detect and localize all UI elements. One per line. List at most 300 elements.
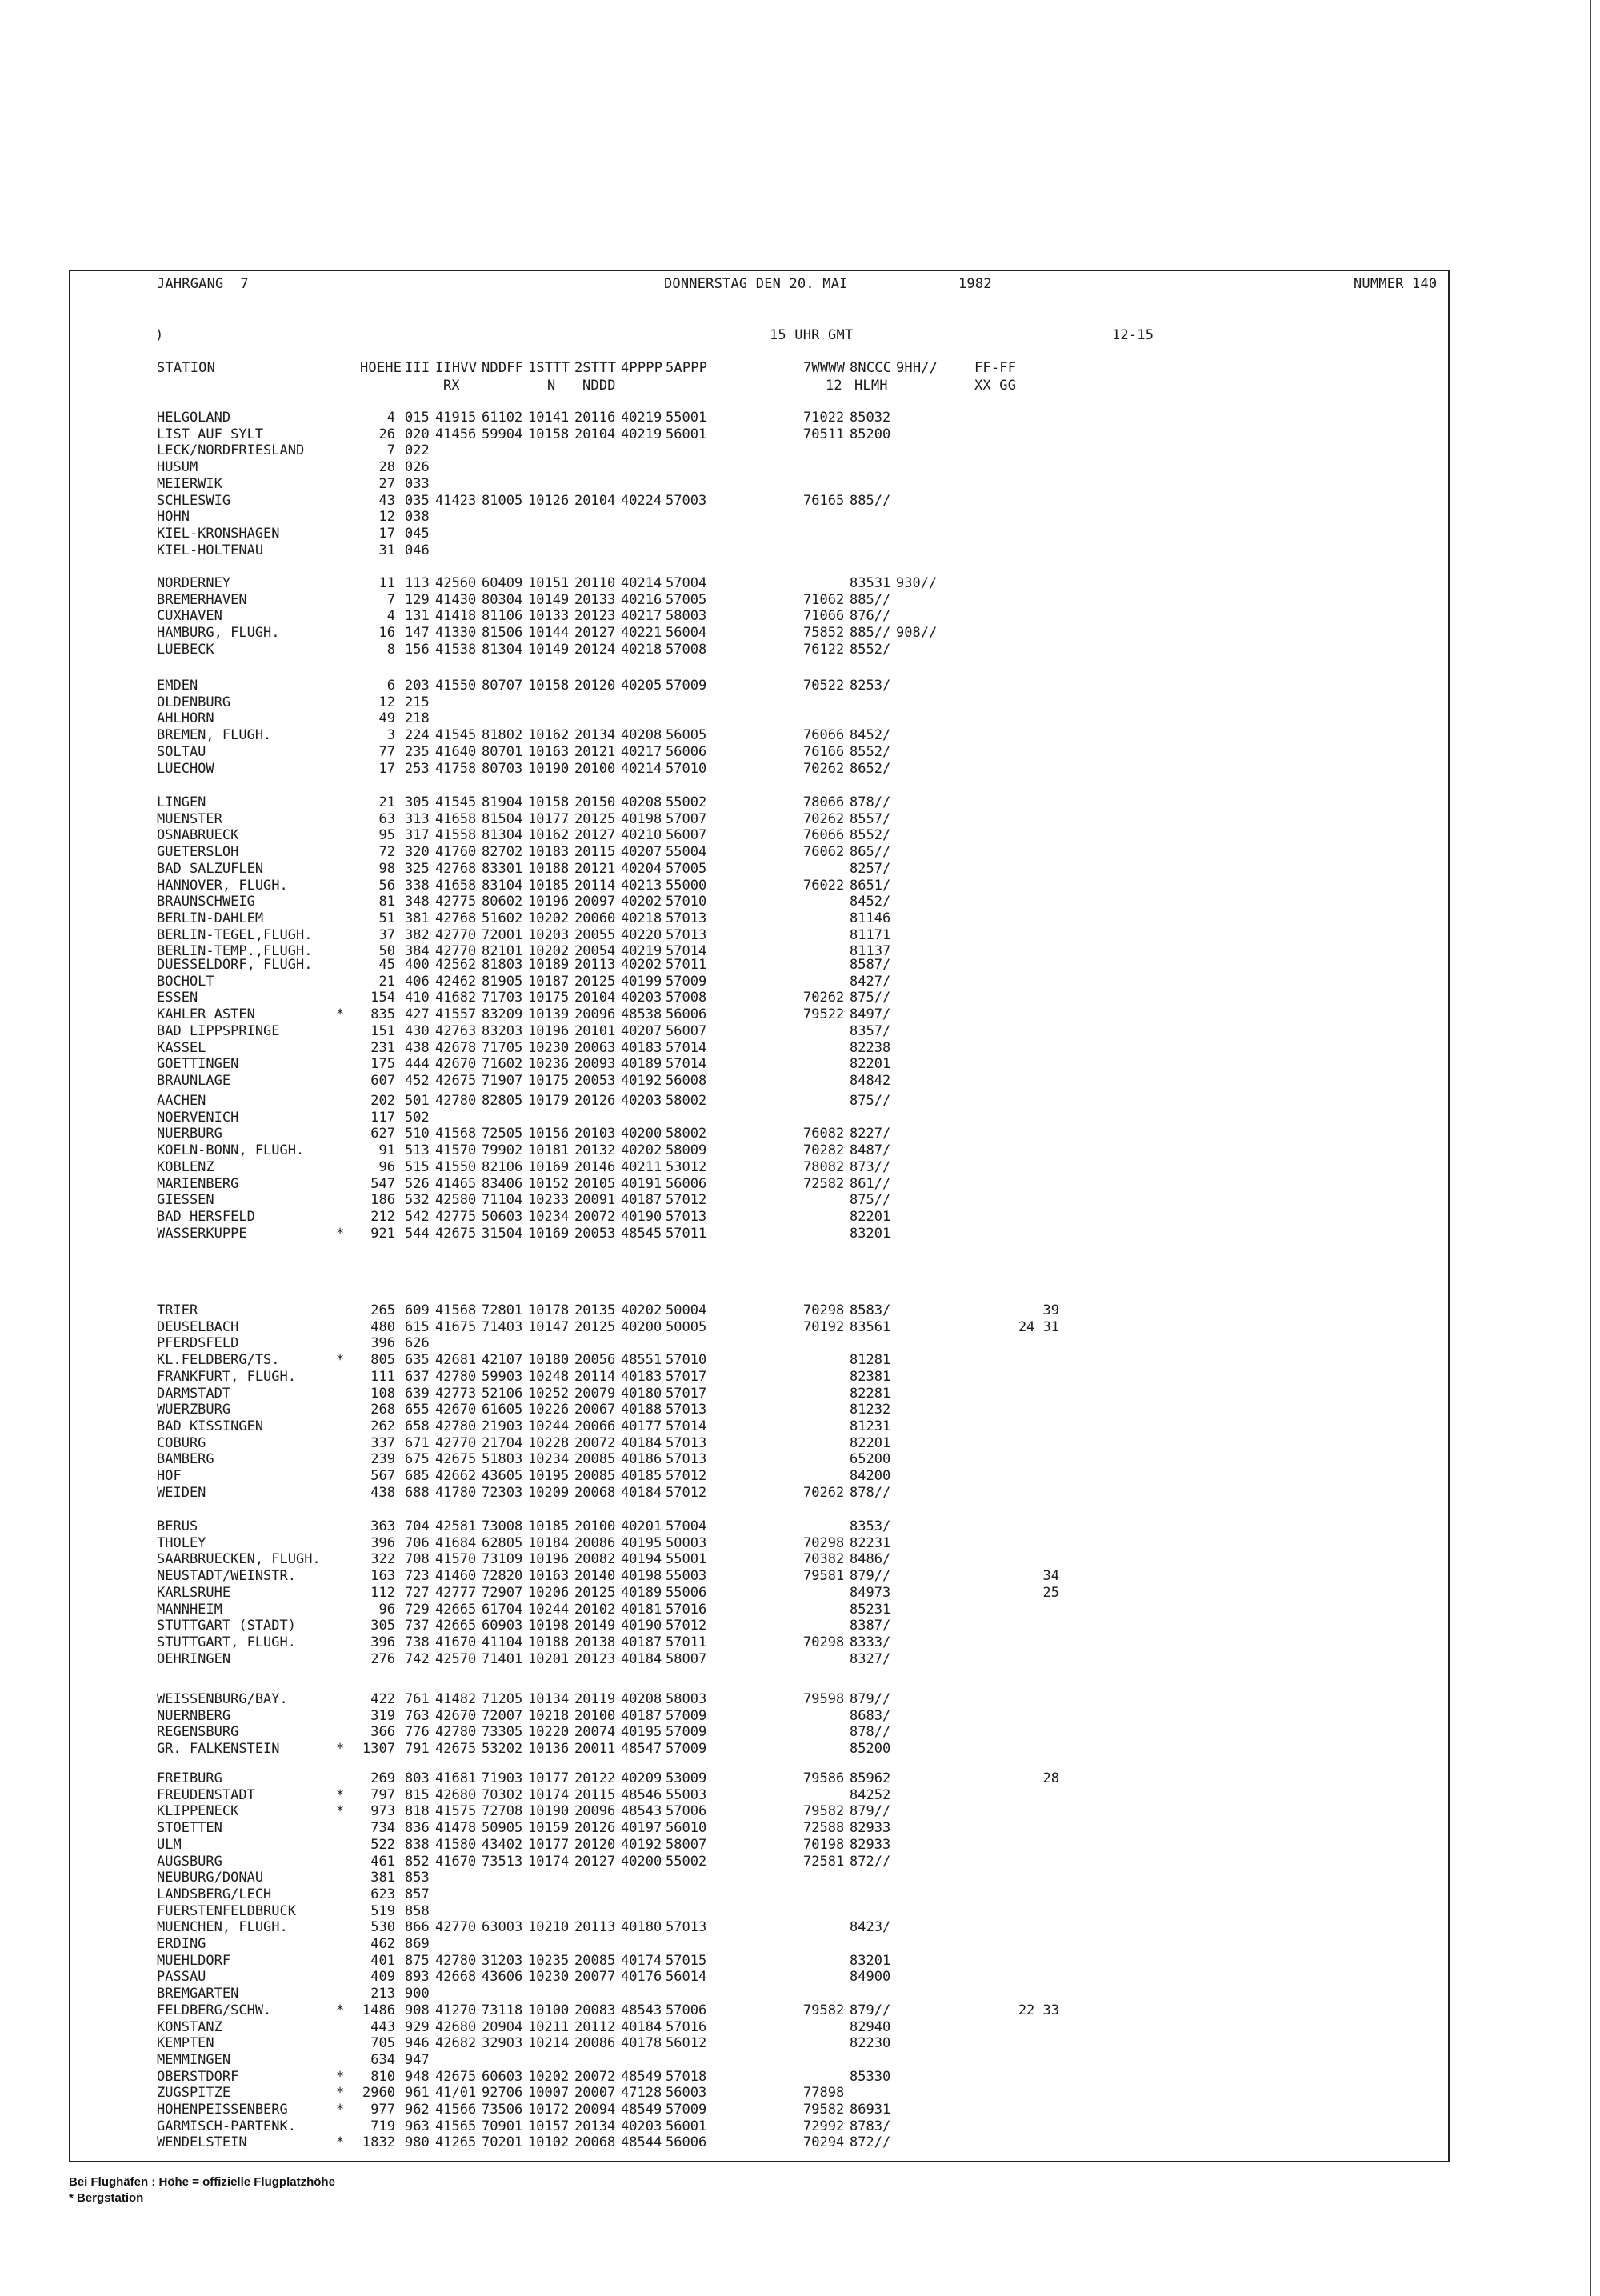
- station-row: [70, 1803, 1448, 1819]
- mountain-flag: *: [336, 2134, 345, 2151]
- station-name: ZUGSPITZE: [157, 2085, 231, 2102]
- nddff: 81504: [482, 810, 523, 827]
- pppp4: 40218: [621, 910, 662, 926]
- nddff: 81304: [482, 641, 523, 658]
- hoehe: 112: [370, 1584, 395, 1601]
- station-row: [70, 1886, 1448, 1902]
- iii: 946: [405, 2035, 430, 2052]
- iii: 317: [405, 827, 430, 844]
- ff: 28: [1042, 1770, 1059, 1786]
- wwww7: 70192: [803, 1318, 845, 1335]
- hoehe: 1832: [362, 2134, 395, 2151]
- wwww7: 70522: [803, 678, 845, 694]
- sttt2: 20127: [574, 1853, 616, 1870]
- nccc8: 8552/: [850, 641, 891, 658]
- iii: 893: [405, 1969, 430, 1986]
- appp5: 57009: [666, 973, 707, 990]
- iihvv: 41565: [435, 2118, 477, 2134]
- iihvv: 41545: [435, 727, 477, 744]
- sttt1: 10149: [528, 641, 570, 658]
- station-name: MUEHLDORF: [157, 1952, 231, 1969]
- pppp4: 40184: [621, 1484, 662, 1501]
- wwww7: 70198: [803, 1836, 845, 1853]
- sttt1: 10141: [528, 410, 570, 426]
- appp5: 58002: [666, 1093, 707, 1109]
- iihvv: 42462: [435, 973, 477, 990]
- appp5: 56007: [666, 827, 707, 844]
- pppp4: 47128: [621, 2085, 662, 2102]
- iihvv: 41658: [435, 877, 477, 894]
- nccc8: 8557/: [850, 810, 891, 827]
- iii: 400: [405, 957, 430, 973]
- nccc8: 8652/: [850, 760, 891, 777]
- jahrgang: JAHRGANG 7: [157, 276, 249, 292]
- station-name: HOF: [157, 1468, 182, 1484]
- iihvv: 41270: [435, 2002, 477, 2018]
- station-row: [70, 1518, 1448, 1534]
- sttt2: 20104: [574, 426, 616, 442]
- station-name: AUGSBURG: [157, 1853, 222, 1870]
- station-row: [70, 1903, 1448, 1919]
- sttt2: 20140: [574, 1568, 616, 1585]
- iihvv: 41465: [435, 1175, 477, 1192]
- sttt2: 20056: [574, 1352, 616, 1369]
- iii: 742: [405, 1650, 430, 1667]
- iihvv: 41265: [435, 2134, 477, 2151]
- station-row: [70, 575, 1448, 591]
- station-name: BAD HERSFELD: [157, 1208, 255, 1225]
- station-name: PFERDSFELD: [157, 1335, 239, 1352]
- iii: 727: [405, 1584, 430, 1601]
- nddff: 50905: [482, 1820, 523, 1837]
- appp5: 55003: [666, 1786, 707, 1803]
- hoehe: 45: [378, 957, 395, 973]
- iii: 929: [405, 2018, 430, 2035]
- station-row: [70, 1535, 1448, 1551]
- wwww7: 70511: [803, 426, 845, 442]
- pppp4: 40176: [621, 1969, 662, 1986]
- pppp4: 48544: [621, 2134, 662, 2151]
- station-row: [70, 827, 1448, 843]
- iii: 761: [405, 1691, 430, 1707]
- station-row: [70, 410, 1448, 426]
- iihvv: 42773: [435, 1385, 477, 1402]
- nddff: 31504: [482, 1225, 523, 1242]
- iihvv: 42768: [435, 910, 477, 926]
- sttt2: 20100: [574, 1707, 616, 1724]
- appp5: 57017: [666, 1385, 707, 1402]
- nccc8: 83561: [850, 1318, 891, 1335]
- hoehe: 319: [370, 1707, 395, 1724]
- sttt2: 20123: [574, 1650, 616, 1667]
- hoehe: 96: [378, 1158, 395, 1175]
- col-7wwww: 7WWWW: [803, 360, 846, 376]
- iii: 253: [405, 760, 430, 777]
- hoehe: 21: [378, 794, 395, 810]
- station-row: [70, 727, 1448, 743]
- pppp4: 40202: [621, 1302, 662, 1318]
- iii: 510: [405, 1126, 430, 1142]
- sttt2: 20134: [574, 727, 616, 744]
- station-name: KONSTANZ: [157, 2018, 222, 2035]
- iii: 038: [405, 509, 430, 526]
- station-name: KASSEL: [157, 1039, 206, 1056]
- sttt2: 20085: [574, 1952, 616, 1969]
- sttt2: 20115: [574, 1786, 616, 1803]
- iihvv: 41760: [435, 844, 477, 861]
- iii: 776: [405, 1724, 430, 1741]
- nccc8: 82231: [850, 1534, 891, 1551]
- sttt2: 20105: [574, 1175, 616, 1192]
- iii: 427: [405, 1006, 430, 1023]
- sttt2: 20114: [574, 877, 616, 894]
- iihvv: 42775: [435, 894, 477, 910]
- iihvv: 42780: [435, 1418, 477, 1434]
- hoehe: 265: [370, 1302, 395, 1318]
- appp5: 57005: [666, 860, 707, 877]
- sttt2: 20116: [574, 410, 616, 426]
- pppp4: 48545: [621, 1225, 662, 1242]
- station-name: BAD LIPPSPRINGE: [157, 1022, 280, 1039]
- ff: 24 31: [1018, 1318, 1059, 1335]
- station-name: MARIENBERG: [157, 1175, 239, 1192]
- station-row: [70, 844, 1448, 860]
- appp5: 57011: [666, 957, 707, 973]
- station-name: MUENCHEN, FLUGH.: [157, 1919, 288, 1936]
- station-row: [70, 1352, 1448, 1368]
- pppp4: 40187: [621, 1634, 662, 1650]
- pppp4: 40190: [621, 1618, 662, 1634]
- sttt2: 20077: [574, 1969, 616, 1986]
- hoehe: 634: [370, 2051, 395, 2068]
- sttt1: 10244: [528, 1601, 570, 1618]
- station-row: [70, 1056, 1448, 1072]
- pppp4: 40177: [621, 1418, 662, 1434]
- appp5: 57015: [666, 1952, 707, 1969]
- iihvv: 42780: [435, 1952, 477, 1969]
- iii: 688: [405, 1484, 430, 1501]
- sttt2: 20146: [574, 1158, 616, 1175]
- appp5: 57013: [666, 926, 707, 943]
- wwww7: 79586: [803, 1770, 845, 1786]
- iii: 022: [405, 442, 430, 459]
- iihvv: 42763: [435, 1022, 477, 1039]
- sttt2: 20083: [574, 2002, 616, 2018]
- station-row: [70, 2052, 1448, 2068]
- station-row: [70, 1551, 1448, 1567]
- nccc8: 81231: [850, 1418, 891, 1434]
- wwww7: 72581: [803, 1853, 845, 1870]
- hoehe: 322: [370, 1551, 395, 1568]
- station-row: [70, 1936, 1448, 1952]
- hh9: 908//: [896, 625, 938, 642]
- station-row: [70, 1176, 1448, 1192]
- station-row: [70, 608, 1448, 624]
- pppp4: 40205: [621, 678, 662, 694]
- hoehe: 11: [378, 575, 395, 591]
- nccc8: 84200: [850, 1468, 891, 1484]
- iii: 737: [405, 1618, 430, 1634]
- col-8nccc-sub: HLMH: [854, 378, 888, 394]
- station-row: [70, 794, 1448, 810]
- iii: 338: [405, 877, 430, 894]
- sttt2: 20072: [574, 1434, 616, 1451]
- pppp4: 40184: [621, 1434, 662, 1451]
- station-name: DARMSTADT: [157, 1385, 231, 1402]
- nccc8: 8783/: [850, 2118, 891, 2134]
- nccc8: 8257/: [850, 860, 891, 877]
- hoehe: 805: [370, 1352, 395, 1369]
- iihvv: 42665: [435, 1601, 477, 1618]
- nccc8: 82281: [850, 1385, 891, 1402]
- nddff: 31203: [482, 1952, 523, 1969]
- sttt1: 10177: [528, 1836, 570, 1853]
- nccc8: 8357/: [850, 1022, 891, 1039]
- sttt1: 10175: [528, 990, 570, 1006]
- pppp4: 40200: [621, 1318, 662, 1335]
- nddff: 83104: [482, 877, 523, 894]
- nccc8: 82940: [850, 2018, 891, 2035]
- station-name: LINGEN: [157, 794, 206, 810]
- col-iihvv-sub: RX: [443, 378, 460, 394]
- station-name: DUESSELDORF, FLUGH.: [157, 957, 313, 973]
- hh9: 930//: [896, 575, 938, 591]
- sttt1: 10185: [528, 1518, 570, 1534]
- nccc8: 85200: [850, 426, 891, 442]
- iii: 381: [405, 910, 430, 926]
- pppp4: 40188: [621, 1402, 662, 1418]
- appp5: 57010: [666, 894, 707, 910]
- sttt1: 10189: [528, 957, 570, 973]
- iihvv: 42570: [435, 1650, 477, 1667]
- station-name: AACHEN: [157, 1093, 206, 1109]
- nccc8: 875//: [850, 990, 891, 1006]
- station-row: [70, 1435, 1448, 1451]
- col-iii: III: [405, 360, 430, 376]
- mountain-flag: *: [336, 2085, 345, 2102]
- appp5: 56006: [666, 1175, 707, 1192]
- appp5: 57004: [666, 1518, 707, 1534]
- hoehe: 17: [378, 760, 395, 777]
- station-name: OEHRINGEN: [157, 1650, 231, 1667]
- iii: 513: [405, 1142, 430, 1159]
- station-name: LIST AUF SYLT: [157, 426, 264, 442]
- hoehe: 4: [386, 410, 395, 426]
- iii: 685: [405, 1468, 430, 1484]
- iihvv: 41670: [435, 1853, 477, 1870]
- nddff: 73513: [482, 1853, 523, 1870]
- pppp4: 40189: [621, 1056, 662, 1073]
- station-row: [70, 1451, 1448, 1467]
- station-name: MUENSTER: [157, 810, 222, 827]
- sttt1: 10175: [528, 1072, 570, 1089]
- mountain-flag: *: [336, 2102, 345, 2118]
- wwww7: 76082: [803, 1126, 845, 1142]
- nccc8: 875//: [850, 1192, 891, 1209]
- nccc8: 8427/: [850, 973, 891, 990]
- station-row: [70, 2102, 1448, 2118]
- station-name: WENDELSTEIN: [157, 2134, 247, 2151]
- sttt2: 20093: [574, 1056, 616, 1073]
- nccc8: 81171: [850, 926, 891, 943]
- station-name: EMDEN: [157, 678, 198, 694]
- iihvv: 42777: [435, 1584, 477, 1601]
- hoehe: 37: [378, 926, 395, 943]
- appp5: 56008: [666, 1072, 707, 1089]
- hoehe: 231: [370, 1039, 395, 1056]
- nddff: 81304: [482, 827, 523, 844]
- sttt2: 20054: [574, 943, 616, 960]
- hoehe: 213: [370, 1986, 395, 2002]
- appp5: 56014: [666, 1969, 707, 1986]
- iihvv: 41566: [435, 2102, 477, 2118]
- station-name: REGENSBURG: [157, 1724, 239, 1741]
- nddff: 32903: [482, 2035, 523, 2052]
- nccc8: 81137: [850, 943, 891, 960]
- appp5: 57016: [666, 2018, 707, 2035]
- appp5: 57013: [666, 1919, 707, 1936]
- sttt1: 10188: [528, 1634, 570, 1650]
- iii: 224: [405, 727, 430, 744]
- station-row: [70, 1634, 1448, 1650]
- sttt1: 10158: [528, 794, 570, 810]
- iihvv: 42770: [435, 926, 477, 943]
- col-7wwww-sub: 12: [826, 378, 842, 394]
- nddff: 82101: [482, 943, 523, 960]
- ff: 22 33: [1018, 2002, 1059, 2018]
- station-row: [70, 1335, 1448, 1351]
- mountain-flag: *: [336, 1006, 345, 1023]
- pppp4: 40224: [621, 492, 662, 509]
- iii: 615: [405, 1318, 430, 1335]
- wwww7: 76062: [803, 844, 845, 861]
- station-row: [70, 1006, 1448, 1022]
- sttt1: 10126: [528, 492, 570, 509]
- hoehe: 81: [378, 894, 395, 910]
- hoehe: 835: [370, 1006, 395, 1023]
- station-row: [70, 694, 1448, 710]
- iihvv: 42780: [435, 1724, 477, 1741]
- sttt1: 10102: [528, 2134, 570, 2151]
- sttt2: 20120: [574, 1836, 616, 1853]
- iihvv: 42668: [435, 1969, 477, 1986]
- nddff: 53202: [482, 1741, 523, 1758]
- nccc8: 82933: [850, 1820, 891, 1837]
- nddff: 71703: [482, 990, 523, 1006]
- station-row: [70, 1126, 1448, 1142]
- iihvv: 41568: [435, 1302, 477, 1318]
- iii: 637: [405, 1368, 430, 1385]
- hoehe: 1307: [362, 1741, 395, 1758]
- wwww7: 76166: [803, 743, 845, 760]
- appp5: 58009: [666, 1142, 707, 1159]
- station-name: LECK/NORDFRIESLAND: [157, 442, 305, 459]
- station-name: DEUSELBACH: [157, 1318, 239, 1335]
- sttt1: 10174: [528, 1853, 570, 1870]
- appp5: 56006: [666, 2134, 707, 2151]
- wwww7: 76022: [803, 877, 845, 894]
- col-1sttt-sub: N: [547, 378, 556, 394]
- wwww7: 71066: [803, 608, 845, 625]
- appp5: 53012: [666, 1158, 707, 1175]
- station-name: OSNABRUECK: [157, 827, 239, 844]
- sttt1: 10139: [528, 1006, 570, 1023]
- station-name: LUEBECK: [157, 641, 214, 658]
- station-row: [70, 625, 1448, 641]
- nccc8: 82201: [850, 1434, 891, 1451]
- station-row: [70, 1691, 1448, 1707]
- iii: 215: [405, 694, 430, 710]
- station-row: [70, 1093, 1448, 1109]
- col-1sttt: 1STTT: [528, 360, 570, 376]
- iihvv: 41538: [435, 641, 477, 658]
- hoehe: 31: [378, 542, 395, 558]
- sttt1: 10183: [528, 844, 570, 861]
- sttt2: 20068: [574, 2134, 616, 2151]
- sttt1: 10181: [528, 1142, 570, 1159]
- iii: 046: [405, 542, 430, 558]
- station-name: NEUBURG/DONAU: [157, 1870, 264, 1886]
- appp5: 57014: [666, 1418, 707, 1434]
- wwww7: 79581: [803, 1568, 845, 1585]
- iihvv: 42680: [435, 1786, 477, 1803]
- iii: 147: [405, 625, 430, 642]
- nccc8: 65200: [850, 1451, 891, 1468]
- sttt2: 20011: [574, 1741, 616, 1758]
- sttt1: 10226: [528, 1402, 570, 1418]
- station-row: [70, 1040, 1448, 1056]
- station-row: [70, 1468, 1448, 1484]
- nddff: 81803: [482, 957, 523, 973]
- iii: 791: [405, 1741, 430, 1758]
- appp5: 57007: [666, 810, 707, 827]
- pppp4: 40199: [621, 973, 662, 990]
- nddff: 79902: [482, 1142, 523, 1159]
- sttt2: 20121: [574, 860, 616, 877]
- pppp4: 40183: [621, 1368, 662, 1385]
- sttt1: 10100: [528, 2002, 570, 2018]
- pppp4: 40219: [621, 943, 662, 960]
- station-row: [70, 1870, 1448, 1886]
- hoehe: 262: [370, 1418, 395, 1434]
- iihvv: 42780: [435, 1093, 477, 1109]
- station-row: [70, 1159, 1448, 1175]
- nccc8: 84252: [850, 1786, 891, 1803]
- sttt1: 10201: [528, 1650, 570, 1667]
- col-4pppp: 4PPPP: [621, 360, 663, 376]
- pppp4: 48546: [621, 1786, 662, 1803]
- appp5: 55004: [666, 844, 707, 861]
- nddff: 73008: [482, 1518, 523, 1534]
- pppp4: 40219: [621, 410, 662, 426]
- hoehe: 95: [378, 827, 395, 844]
- hoehe: 363: [370, 1518, 395, 1534]
- station-name: HANNOVER, FLUGH.: [157, 877, 288, 894]
- station-table: [70, 271, 1448, 2161]
- appp5: 55001: [666, 1551, 707, 1568]
- station-name: BERLIN-TEGEL,FLUGH.: [157, 926, 313, 943]
- iii: 853: [405, 1870, 430, 1886]
- station-row: [70, 592, 1448, 608]
- sttt1: 10133: [528, 608, 570, 625]
- station-name: WASSERKUPPE: [157, 1225, 247, 1242]
- station-row: [70, 2002, 1448, 2018]
- pppp4: 40207: [621, 844, 662, 861]
- station-row: [70, 2069, 1448, 2085]
- sttt1: 10209: [528, 1484, 570, 1501]
- iii: 203: [405, 678, 430, 694]
- station-name: STUTTGART, FLUGH.: [157, 1634, 296, 1650]
